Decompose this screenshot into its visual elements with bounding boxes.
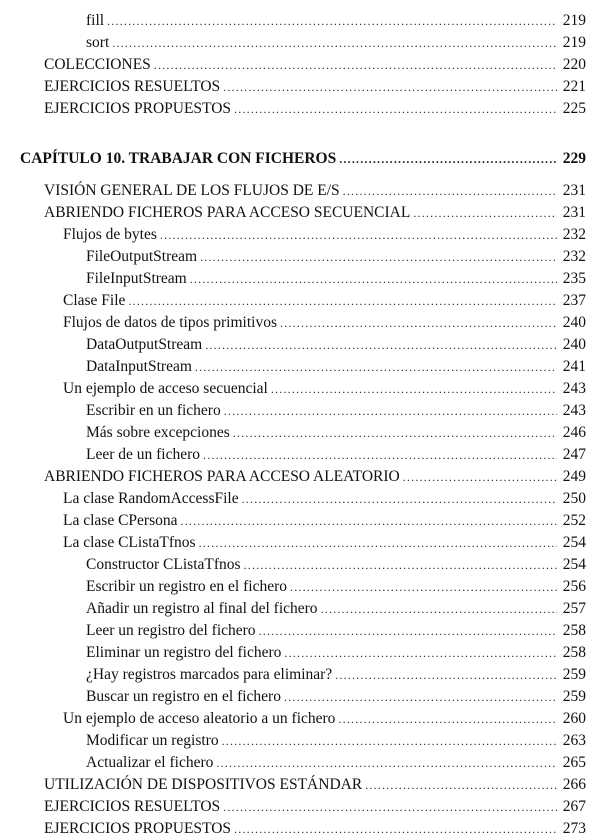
toc-entry-title: sort <box>86 34 110 51</box>
toc-entry-page-number: 258 <box>562 644 586 661</box>
toc-entry <box>0 620 600 642</box>
toc-top-section <box>0 10 600 120</box>
toc-entry <box>0 752 600 774</box>
dot-leader <box>107 10 557 32</box>
toc-entry-title: Escribir un registro en el fichero <box>86 578 287 595</box>
dot-leader <box>413 202 557 224</box>
dot-leader <box>242 488 557 510</box>
dot-leader <box>290 576 557 598</box>
chapter-heading <box>0 146 600 172</box>
toc-entry-page-number: 237 <box>562 292 586 309</box>
toc-entry <box>0 290 600 312</box>
toc-entry-title: EJERCICIOS PROPUESTOS <box>44 820 232 837</box>
toc-entry <box>0 268 600 290</box>
toc-entry-title: Leer de un fichero <box>86 446 201 463</box>
toc-entry <box>0 774 600 796</box>
toc-entry-title: DataOutputStream <box>86 336 203 353</box>
dot-leader <box>224 400 557 422</box>
toc-entry <box>0 532 600 554</box>
dot-leader <box>199 532 557 554</box>
toc-entry-title: Buscar un registro en el fichero <box>86 688 281 705</box>
toc-entry-title: FileOutputStream <box>86 248 198 265</box>
toc-entry-page-number: 259 <box>562 688 586 705</box>
toc-entry <box>0 598 600 620</box>
toc-entry-page-number: 246 <box>562 424 586 441</box>
dot-leader <box>321 598 557 620</box>
dot-leader <box>343 180 557 202</box>
toc-entry-page-number: 232 <box>562 226 586 243</box>
toc-entry-page-number: 256 <box>562 578 586 595</box>
toc-entry-page-number: 235 <box>562 270 586 287</box>
toc-entry-title: La clase CListaTfnos <box>63 534 196 551</box>
chapter-page-number: 229 <box>562 150 586 167</box>
toc-entry-page-number: 258 <box>562 622 586 639</box>
toc-entry <box>0 730 600 752</box>
toc-entry-title: FileInputStream <box>86 270 187 287</box>
toc-entry-page-number: 232 <box>562 248 586 265</box>
toc-entry <box>0 98 600 120</box>
toc-entry-title: ABRIENDO FICHEROS PARA ACCESO ALEATORIO <box>44 468 400 485</box>
dot-leader <box>195 356 557 378</box>
dot-leader <box>203 444 557 466</box>
dot-leader <box>403 466 557 488</box>
toc-entry-page-number: 254 <box>562 556 586 573</box>
toc-entry-title: La clase RandomAccessFile <box>63 490 239 507</box>
toc-entry-title: EJERCICIOS RESUELTOS <box>44 78 221 95</box>
toc-entry-title: ABRIENDO FICHEROS PARA ACCESO SECUENCIAL <box>44 204 411 221</box>
dot-leader <box>216 752 557 774</box>
toc-entry-page-number: 273 <box>562 820 586 837</box>
toc-entry-page-number: 250 <box>562 490 586 507</box>
toc-entry-page-number: 220 <box>562 56 586 73</box>
dot-leader <box>284 686 557 708</box>
dot-leader <box>112 32 557 54</box>
section-gap <box>0 172 600 180</box>
toc-entry-page-number: 257 <box>562 600 586 617</box>
toc-entry-page-number: 249 <box>562 468 586 485</box>
toc-entry-page-number: 240 <box>562 336 586 353</box>
dot-leader <box>271 378 557 400</box>
toc-entry-title: Leer un registro del fichero <box>86 622 256 639</box>
chapter-title: CAPÍTULO 10. TRABAJAR CON FICHEROS <box>20 150 337 167</box>
toc-entry-page-number: 243 <box>562 402 586 419</box>
toc-entry-page-number: 231 <box>562 204 586 221</box>
toc-entry <box>0 10 600 32</box>
toc-entry-title: Más sobre excepciones <box>86 424 230 441</box>
dot-leader <box>222 730 557 752</box>
toc-entry <box>0 818 600 840</box>
toc-entry <box>0 334 600 356</box>
dot-leader <box>223 76 557 98</box>
toc-entry <box>0 378 600 400</box>
dot-leader <box>154 54 557 76</box>
toc-entry-title: fill <box>86 12 105 29</box>
toc-entry-page-number: 254 <box>562 534 586 551</box>
toc-entry <box>0 664 600 686</box>
toc-entry <box>0 466 600 488</box>
toc-entry-title: Flujos de datos de tipos primitivos <box>63 314 277 331</box>
toc-entry <box>0 356 600 378</box>
toc-entry-page-number: 265 <box>562 754 586 771</box>
dot-leader <box>205 334 557 356</box>
section-gap <box>0 120 600 146</box>
toc-entry-title: Actualizar el fichero <box>86 754 214 771</box>
toc-entry <box>0 444 600 466</box>
toc-entry <box>0 554 600 576</box>
dot-leader <box>160 224 557 246</box>
toc-entry <box>0 224 600 246</box>
toc-entry-page-number: 219 <box>562 34 586 51</box>
toc-entry-page-number: 260 <box>562 710 586 727</box>
toc-entry <box>0 422 600 444</box>
table-of-contents <box>0 10 600 840</box>
toc-entry <box>0 708 600 730</box>
toc-entry <box>0 312 600 334</box>
toc-entry <box>0 180 600 202</box>
toc-entry-title: DataInputStream <box>86 358 192 375</box>
toc-entry <box>0 686 600 708</box>
toc-entry <box>0 796 600 818</box>
toc-entry-page-number: 221 <box>562 78 586 95</box>
toc-entry-page-number: 267 <box>562 798 586 815</box>
dot-leader <box>335 664 557 686</box>
toc-entry-page-number: 266 <box>562 776 586 793</box>
toc-entry <box>0 510 600 532</box>
toc-entry <box>0 76 600 98</box>
toc-entry-page-number: 231 <box>562 182 586 199</box>
toc-entry-page-number: 241 <box>562 358 586 375</box>
dot-leader <box>190 268 557 290</box>
dot-leader <box>284 642 557 664</box>
toc-entry <box>0 400 600 422</box>
toc-entry-title: Flujos de bytes <box>63 226 157 243</box>
toc-entry-page-number: 225 <box>562 100 586 117</box>
toc-entry-title: Constructor CListaTfnos <box>86 556 241 573</box>
dot-leader <box>339 146 557 172</box>
toc-entry-title: VISIÓN GENERAL DE LOS FLUJOS DE E/S <box>44 182 340 199</box>
toc-entry <box>0 54 600 76</box>
toc-entry-title: Un ejemplo de acceso aleatorio a un fichero <box>63 710 336 727</box>
toc-entry-title: ¿Hay registros marcados para eliminar? <box>86 666 333 683</box>
toc-entry-title: Modificar un registro <box>86 732 219 749</box>
toc-entry-title: COLECCIONES <box>44 56 151 73</box>
toc-chapter-section <box>0 180 600 840</box>
dot-leader <box>223 796 557 818</box>
dot-leader <box>280 312 557 334</box>
toc-entry-page-number: 219 <box>562 12 586 29</box>
toc-entry-page-number: 263 <box>562 732 586 749</box>
toc-entry-title: Eliminar un registro del fichero <box>86 644 282 661</box>
toc-entry <box>0 246 600 268</box>
toc-entry <box>0 32 600 54</box>
toc-entry-page-number: 252 <box>562 512 586 529</box>
dot-leader <box>234 98 557 120</box>
toc-entry-title: La clase CPersona <box>63 512 178 529</box>
dot-leader <box>128 290 557 312</box>
dot-leader <box>244 554 557 576</box>
toc-entry <box>0 488 600 510</box>
toc-entry-page-number: 243 <box>562 380 586 397</box>
dot-leader <box>181 510 558 532</box>
dot-leader <box>200 246 557 268</box>
toc-entry <box>0 202 600 224</box>
dot-leader <box>259 620 557 642</box>
toc-entry-title: UTILIZACIÓN DE DISPOSITIVOS ESTÁNDAR <box>44 776 363 793</box>
toc-entry-title: Añadir un registro al final del fichero <box>86 600 318 617</box>
toc-entry-title: Clase File <box>63 292 126 309</box>
toc-entry <box>0 576 600 598</box>
dot-leader <box>234 818 557 840</box>
dot-leader <box>365 774 557 796</box>
toc-entry-title: EJERCICIOS RESUELTOS <box>44 798 221 815</box>
toc-entry <box>0 642 600 664</box>
toc-entry-page-number: 240 <box>562 314 586 331</box>
toc-entry-page-number: 247 <box>562 446 586 463</box>
toc-entry-title: EJERCICIOS PROPUESTOS <box>44 100 232 117</box>
dot-leader <box>233 422 557 444</box>
toc-entry-title: Un ejemplo de acceso secuencial <box>63 380 268 397</box>
dot-leader <box>338 708 557 730</box>
toc-entry-title: Escribir en un fichero <box>86 402 221 419</box>
toc-entry-page-number: 259 <box>562 666 586 683</box>
